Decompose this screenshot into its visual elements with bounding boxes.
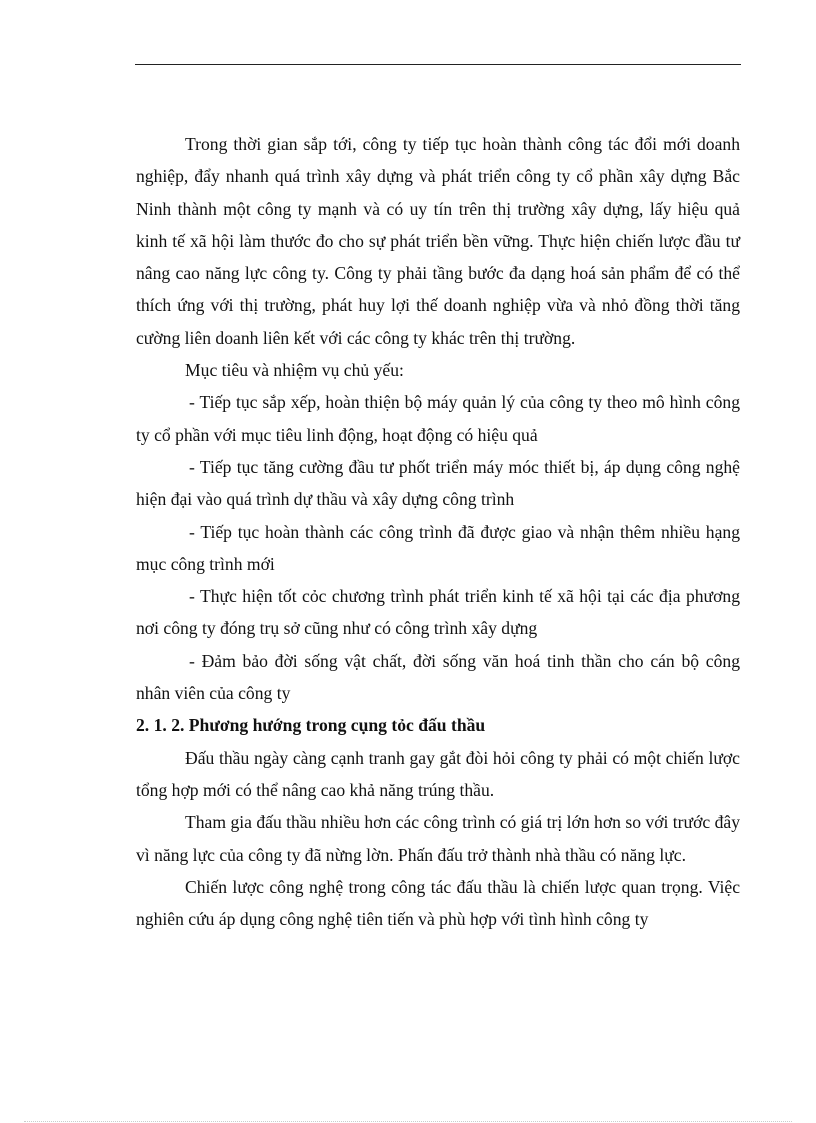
intro-paragraph: Trong thời gian sắp tới, công ty tiếp tục hoàn thành công tác đổi mới doanh nghiệp, đẩy nhanh quá trình xây dựng và phát triển công ty cổ phần xây dựng Bắc Ninh thành một công ty mạnh và có uy tín trên thị trường xây dựng, lấy hiệu quả kinh tế xã hội làm thước đo cho sự phát triển bền vững. Thực hiện chiến lược đầu tư nâng cao năng lực công ty. Công ty phải tầng bước đa dạng hoá sản phẩm để có thể thích ứng với thị trường, phát huy lợi thế doanh nghiệp vừa và nhỏ đồng thời tăng cường liên doanh liên kết với các công ty khác trên thị trường.	[136, 134, 740, 348]
section-paragraph: Chiến lược công nghệ trong công tác đấu thầu là chiến lược quan trọng. Việc nghiên cứu áp dụng công nghệ tiên tiến và phù hợp với tình hình công ty	[136, 876, 740, 930]
goals-title: Mục tiêu và nhiệm vụ chủ yếu:	[185, 360, 404, 381]
header-rule	[135, 64, 741, 65]
section-paragraph: Đấu thầu ngày càng cạnh tranh gay gắt đòi hỏi công ty phải có một chiến lược tổng hợp mới có thể nâng cao khả năng trúng thầu.	[136, 747, 740, 800]
goal-item: - Tiếp tục sắp xếp, hoàn thiện bộ máy quản lý của công ty theo mô hình công ty cổ phần với mục tiêu linh động, hoạt động có hiệu quả	[136, 392, 740, 445]
goal-item: - Thực hiện tốt cỏc chương trình phát triển kinh tế xã hội tại các địa phương nơi công ty đóng trụ sở cũng như có công trình xây dựng	[136, 586, 740, 639]
section-heading: 2. 1. 2. Phương hướng trong cụng tỏc đấu thầu	[136, 715, 486, 736]
section-paragraph: Tham gia đấu thầu nhiều hơn các công trình có giá trị lớn hơn so với trước đây vì năng lực của công ty đã nừng lờn. Phấn đấu trở thành nhà thầu có năng lực.	[136, 812, 740, 865]
goal-item: - Đảm bảo đời sống vật chất, đời sống văn hoá tinh thần cho cán bộ công nhân viên của công ty	[136, 650, 740, 704]
goal-item: - Tiếp tục hoàn thành các công trình đã được giao và nhận thêm nhiều hạng mục công trình mới	[136, 521, 740, 574]
footer-rule	[24, 1121, 792, 1122]
document-body	[136, 128, 740, 935]
goal-item: - Tiếp tục tăng cường đầu tư phốt triển máy móc thiết bị, áp dụng công nghệ hiện đại vào quá trình dự thầu và xây dựng công trình	[136, 456, 740, 510]
